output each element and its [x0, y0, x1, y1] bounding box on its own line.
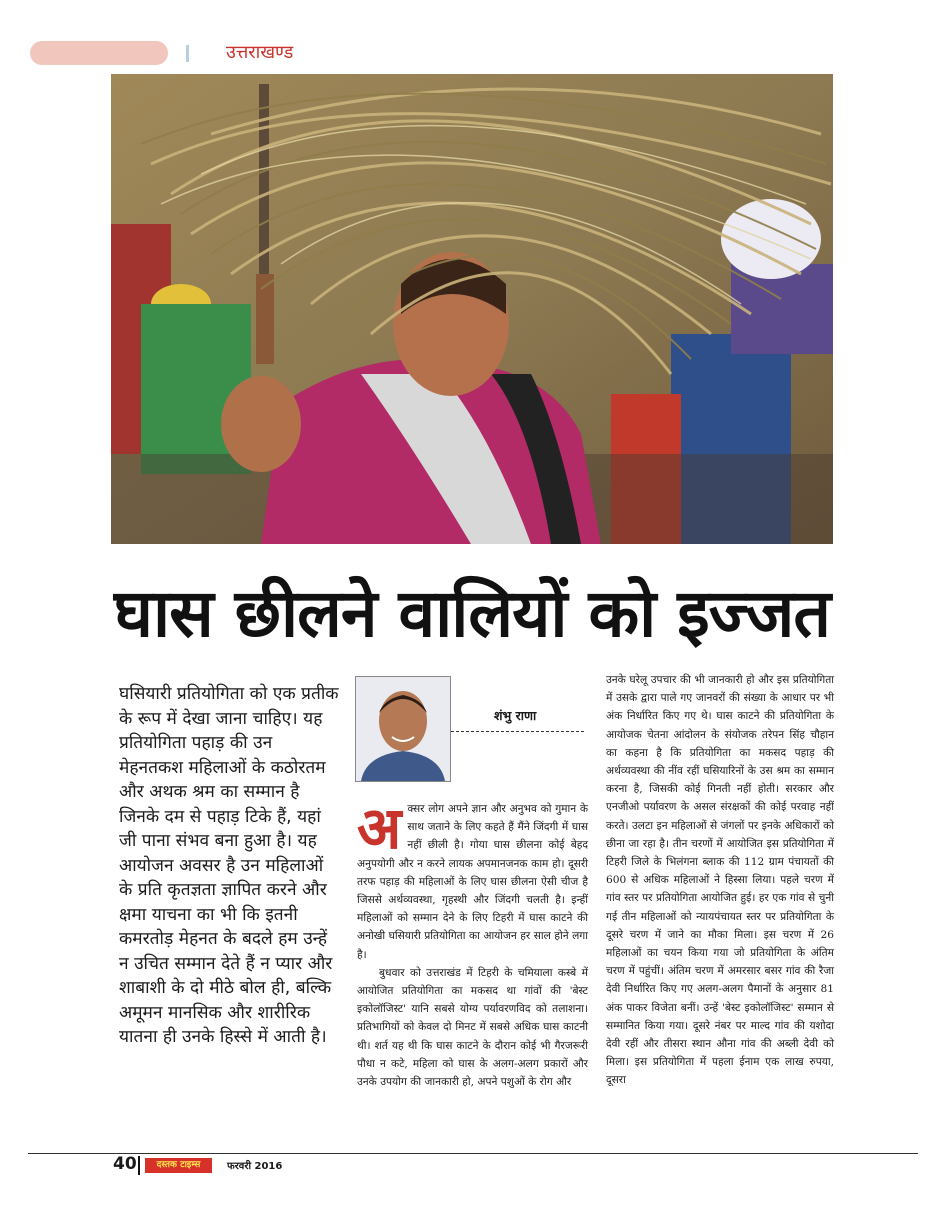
- pull-quote: [119, 682, 341, 1050]
- article-paragraph-1-text: क्सर लोग अपने ज्ञान और अनुभव को गुमान के साथ जताने के लिए कहते हैं मैंने जिंदगी में घास नहीं छीली है। गोया घास छीलना कोई बेहद अनुपयोगी और न करने लायक अपमानजनक काम हो। दूसरी तरफ पहाड़ की महिलाओं के लिए घास छीलना ऐसी चीज है जिससे अर्थव्यवस्था, गृहस्थी और जिंदगी चलती है। इन्हीं महिलाओं को सम्मान देने के लिए टिहरी में घास काटने की अनोखी घसियारी प्रतियोगिता का आयोजन हर साल होने लगा है।: [357, 803, 588, 961]
- author-portrait-image: [356, 677, 450, 781]
- article-paragraph-3: उनके घरेलू उपचार की भी जानकारी हो और इस प्रतियोगिता में उसके द्वारा पाले गए जानवरों की संख्या के आधार पर भी अंक निर्धारित किए गए थे। घास काटने की प्रतियोगिता के आयोजक चेतना आंदोलन के संयोजक तरेपन सिंह चौहान का कहना है कि प्रतियोगिता का मकसद पहाड़ की अर्थव्यवस्था की नींव रहीं घसियारिनों के उस श्रम का सम्मान करना है, जिसकी कोई गिनती नहीं होती। सरकार और एनजीओ पर्यावरण के असल संरक्षकों की कोई परवाह नहीं करते। उलटा इन महिलाओं से जंगलों पर इनके अधिकारों को छीना जा रहा है। तीन चरणों में आयोजित इस प्रतियोगिता में टिहरी जिले के भिलंगना ब्लाक की 112 ग्राम पंचायतों की 600 से अधिक महिलाओं ने हिस्सा लिया। पहले चरण में गांव स्तर पर प्रतियोगिता आयोजित हुई। हर एक गांव से चुनी गई तीन महिलाओं को न्यायपंचायत स्तर पर प्रतियोगिता के दूसरे चरण में जाने का मौका मिला। इस चरण में 26 महिलाओं का चयन किया गया जो प्रतियोगिता के अंतिम चरण में पहुंचीं। अंतिम चरण में अमरसार बसर गांव की रैजा देवी निर्धारित किए गए अलग-अलग पैमानों के अनुसार 81 अंक पाकर विजेता बनीं। उन्हें 'बेस्ट इकोलॉजिस्ट' सम्मान से सम्मानित किया गया। दूसरे नंबर पर माल्द गांव की यशोदा देवी रहीं और तीसरा स्थान औना गांव की अब्ली देवी को मिला। इस प्रतियोगिता में पहला ईनाम एक लाख रुपया, दूसरा: [606, 674, 834, 1087]
- article-column-1: [357, 794, 588, 1091]
- section-pill: [30, 41, 168, 65]
- article-paragraph-2: बुधवार को उत्तराखंड में टिहरी के चमियाला कस्बे में आयोजित प्रतियोगिता का मकसद था गांवों की 'बेस्ट इकोलॉजिस्ट' यानि सबसे योग्य पर्यावरणविद को तलाशना। प्रतिभागियों को केवल दो मिनट में सबसे अधिक घास काटनी थी। शर्त यह थी कि घास काटने के दौरान कोई भी गैरजरूरी पौधा न कटे, महिला को घास के अलग-अलग प्रकारों और उनके उपयोग की जानकारी हो, अपने पशुओं के रोग और: [357, 966, 588, 1089]
- lead-photo: [111, 74, 833, 544]
- headline: घास छीलने वालियों को इज्जत: [114, 575, 830, 652]
- article-column-2: [606, 671, 834, 1090]
- footer-rule: [28, 1153, 918, 1154]
- author-name: शंभु राणा: [494, 708, 537, 723]
- woman-carrying-grass-photo: [111, 74, 833, 544]
- author-portrait: [355, 676, 451, 782]
- pull-quote-text: घसियारी प्रतियोगिता को एक प्रतीक के रूप में देखा जाना चाहिए। यह प्रतियोगिता पहाड़ की उन मेहनतकश महिलाओं के कठोरतम और अथक श्रम का सम्मान है जिनके दम से पहाड़ टिके हैं, यहां जी पाना संभव बना हुआ है। यह आयोजन अवसर है उन महिलाओं के प्रति कृतज्ञता ज्ञापित करने और क्षमा याचना का भी कि इतनी कमरतोड़ मेहनत के बदले हम उन्हें न उचित सम्मान देते हैं न प्यार और शाबाशी के दो मीठे बोल ही, बल्कि अमूमन मानसिक और शारीरिक यातना ही उनके हिस्से में आती है।: [119, 684, 339, 1047]
- page-number: 40: [113, 1154, 137, 1174]
- brand-logo: दस्तक टाइम्स: [145, 1158, 212, 1173]
- article-paragraph: [357, 794, 588, 964]
- section-divider: [186, 45, 189, 62]
- drop-cap: अ: [357, 794, 402, 862]
- author-rule: [451, 731, 584, 732]
- footer-divider: [138, 1156, 140, 1175]
- section-label: उत्तराखण्ड: [226, 42, 294, 63]
- issue-date: फरवरी 2016: [227, 1161, 283, 1172]
